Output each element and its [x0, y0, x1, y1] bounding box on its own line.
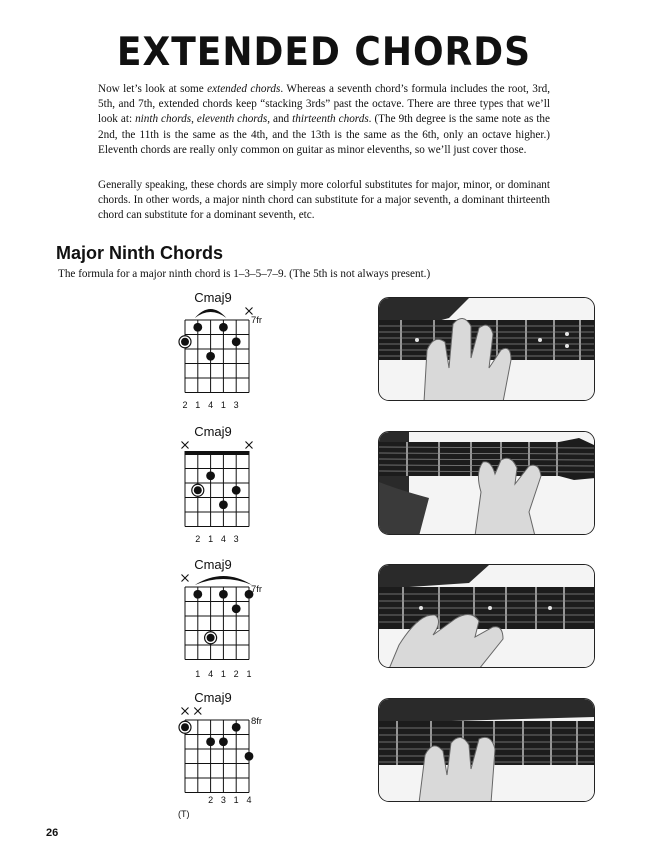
finger-number: 1	[208, 534, 214, 544]
finger-number: 4	[208, 669, 214, 679]
chord-name: Cmaj9	[194, 690, 232, 705]
finger-number: 2	[233, 669, 239, 679]
finger-number: 1	[246, 669, 252, 679]
finger-number: 4	[220, 534, 226, 544]
intro-text-run: , and	[267, 113, 293, 126]
formula-text: The formula for a major ninth chord is 1–3–5–7–9. (The 5th is not always present.)	[58, 268, 431, 280]
finger-dot	[219, 590, 228, 599]
finger-dot	[206, 352, 215, 361]
intro-text-run: . (The 9th degree is the same note as the 2nd, the 11th is the same as the 4th, and the 13th is the same as the 6th, only an octave higher.) Eleventh chords are really only common on guitar as minor elevenths, so we’ll just cover those.	[98, 113, 550, 156]
fret-label: 7fr	[251, 584, 263, 595]
intro-italic-term: ninth chords	[135, 113, 192, 126]
page-number: 26	[46, 827, 59, 839]
muted-string-icon	[182, 575, 189, 582]
chord-photo-2-image	[379, 432, 595, 535]
page-title: EXTENDED CHORDS	[116, 30, 532, 75]
finger-dot	[219, 500, 228, 509]
chord-diagram-2	[168, 424, 268, 549]
finger-dot	[245, 752, 254, 761]
root-dot	[207, 634, 215, 642]
finger-dot	[219, 323, 228, 332]
finger-number: 2	[182, 400, 188, 410]
finger-dot	[193, 590, 202, 599]
thumb-mark: (T)	[178, 809, 190, 819]
muted-string-icon	[182, 442, 189, 449]
finger-dot	[232, 723, 241, 732]
chord-photo-4	[378, 698, 595, 802]
intro-italic-term: eleventh chords	[196, 113, 268, 126]
chord-diagram-1	[168, 290, 268, 415]
finger-dot	[206, 471, 215, 480]
chord-photo-1	[378, 297, 595, 401]
fretboard-grid	[168, 557, 268, 682]
finger-number: 3	[233, 534, 239, 544]
intro-text-run: Now let’s look at some	[98, 83, 208, 95]
chord-photo-1-image	[379, 298, 595, 401]
muted-string-icon	[246, 442, 253, 449]
finger-number: 3	[220, 795, 226, 805]
fretboard-grid	[168, 290, 268, 415]
chord-diagram-4	[168, 690, 268, 819]
fret-label: 7fr	[251, 315, 263, 326]
finger-number: 1	[220, 669, 226, 679]
intro-paragraph-2: Generally speaking, these chords are simply more colorful substitutes for major, minor, or dominant chords. In other words, a major ninth chord can substitute for a major seventh, a dominant thirteenth chord can substitute for a dominant seventh, etc.	[98, 179, 550, 222]
finger-number: 2	[208, 795, 214, 805]
finger-number: 4	[246, 795, 252, 805]
finger-number: 4	[208, 400, 214, 410]
finger-number: 1	[233, 795, 239, 805]
root-dot	[194, 486, 202, 494]
chord-photo-3-image	[379, 565, 595, 668]
fretboard-grid	[168, 690, 268, 815]
chord-name: Cmaj9	[194, 290, 232, 305]
finger-number: 2	[195, 534, 201, 544]
finger-dot	[232, 486, 241, 495]
finger-dot	[193, 323, 202, 332]
finger-dot	[206, 737, 215, 746]
chord-photo-4-image	[379, 699, 595, 802]
intro-paragraph-1	[98, 82, 550, 158]
fretboard-grid	[168, 424, 268, 549]
intro-italic-term: thirteenth chords	[292, 113, 369, 126]
finger-number: 1	[220, 400, 226, 410]
section-heading: Major Ninth Chords	[56, 243, 223, 263]
chord-diagram-3	[168, 557, 268, 682]
finger-dot	[232, 604, 241, 613]
finger-number: 3	[233, 400, 239, 410]
muted-string-icon	[194, 708, 201, 715]
muted-string-icon	[246, 308, 253, 315]
intro-text-run: . Whereas a seventh chord’s formula includes the root, 3rd, 5th, and 7th, extended chords keep “stacking 3rds” past the octave. There are three types that we’ll look at:	[98, 83, 550, 126]
chord-name: Cmaj9	[194, 424, 232, 439]
finger-number: 1	[195, 669, 201, 679]
root-dot	[181, 723, 189, 731]
muted-string-icon	[182, 708, 189, 715]
intro-italic-term: extended chords	[207, 83, 281, 95]
chord-photo-2	[378, 431, 595, 535]
finger-number: 1	[195, 400, 201, 410]
chord-photo-3	[378, 564, 595, 668]
nut-bar	[185, 451, 250, 455]
root-dot	[181, 338, 189, 346]
intro-text-run: ,	[191, 113, 197, 126]
finger-dot	[219, 737, 228, 746]
chord-name: Cmaj9	[194, 557, 232, 572]
barre-arc	[195, 576, 252, 585]
finger-dot	[232, 337, 241, 346]
fret-label: 8fr	[251, 716, 263, 727]
barre-arc	[195, 309, 227, 318]
